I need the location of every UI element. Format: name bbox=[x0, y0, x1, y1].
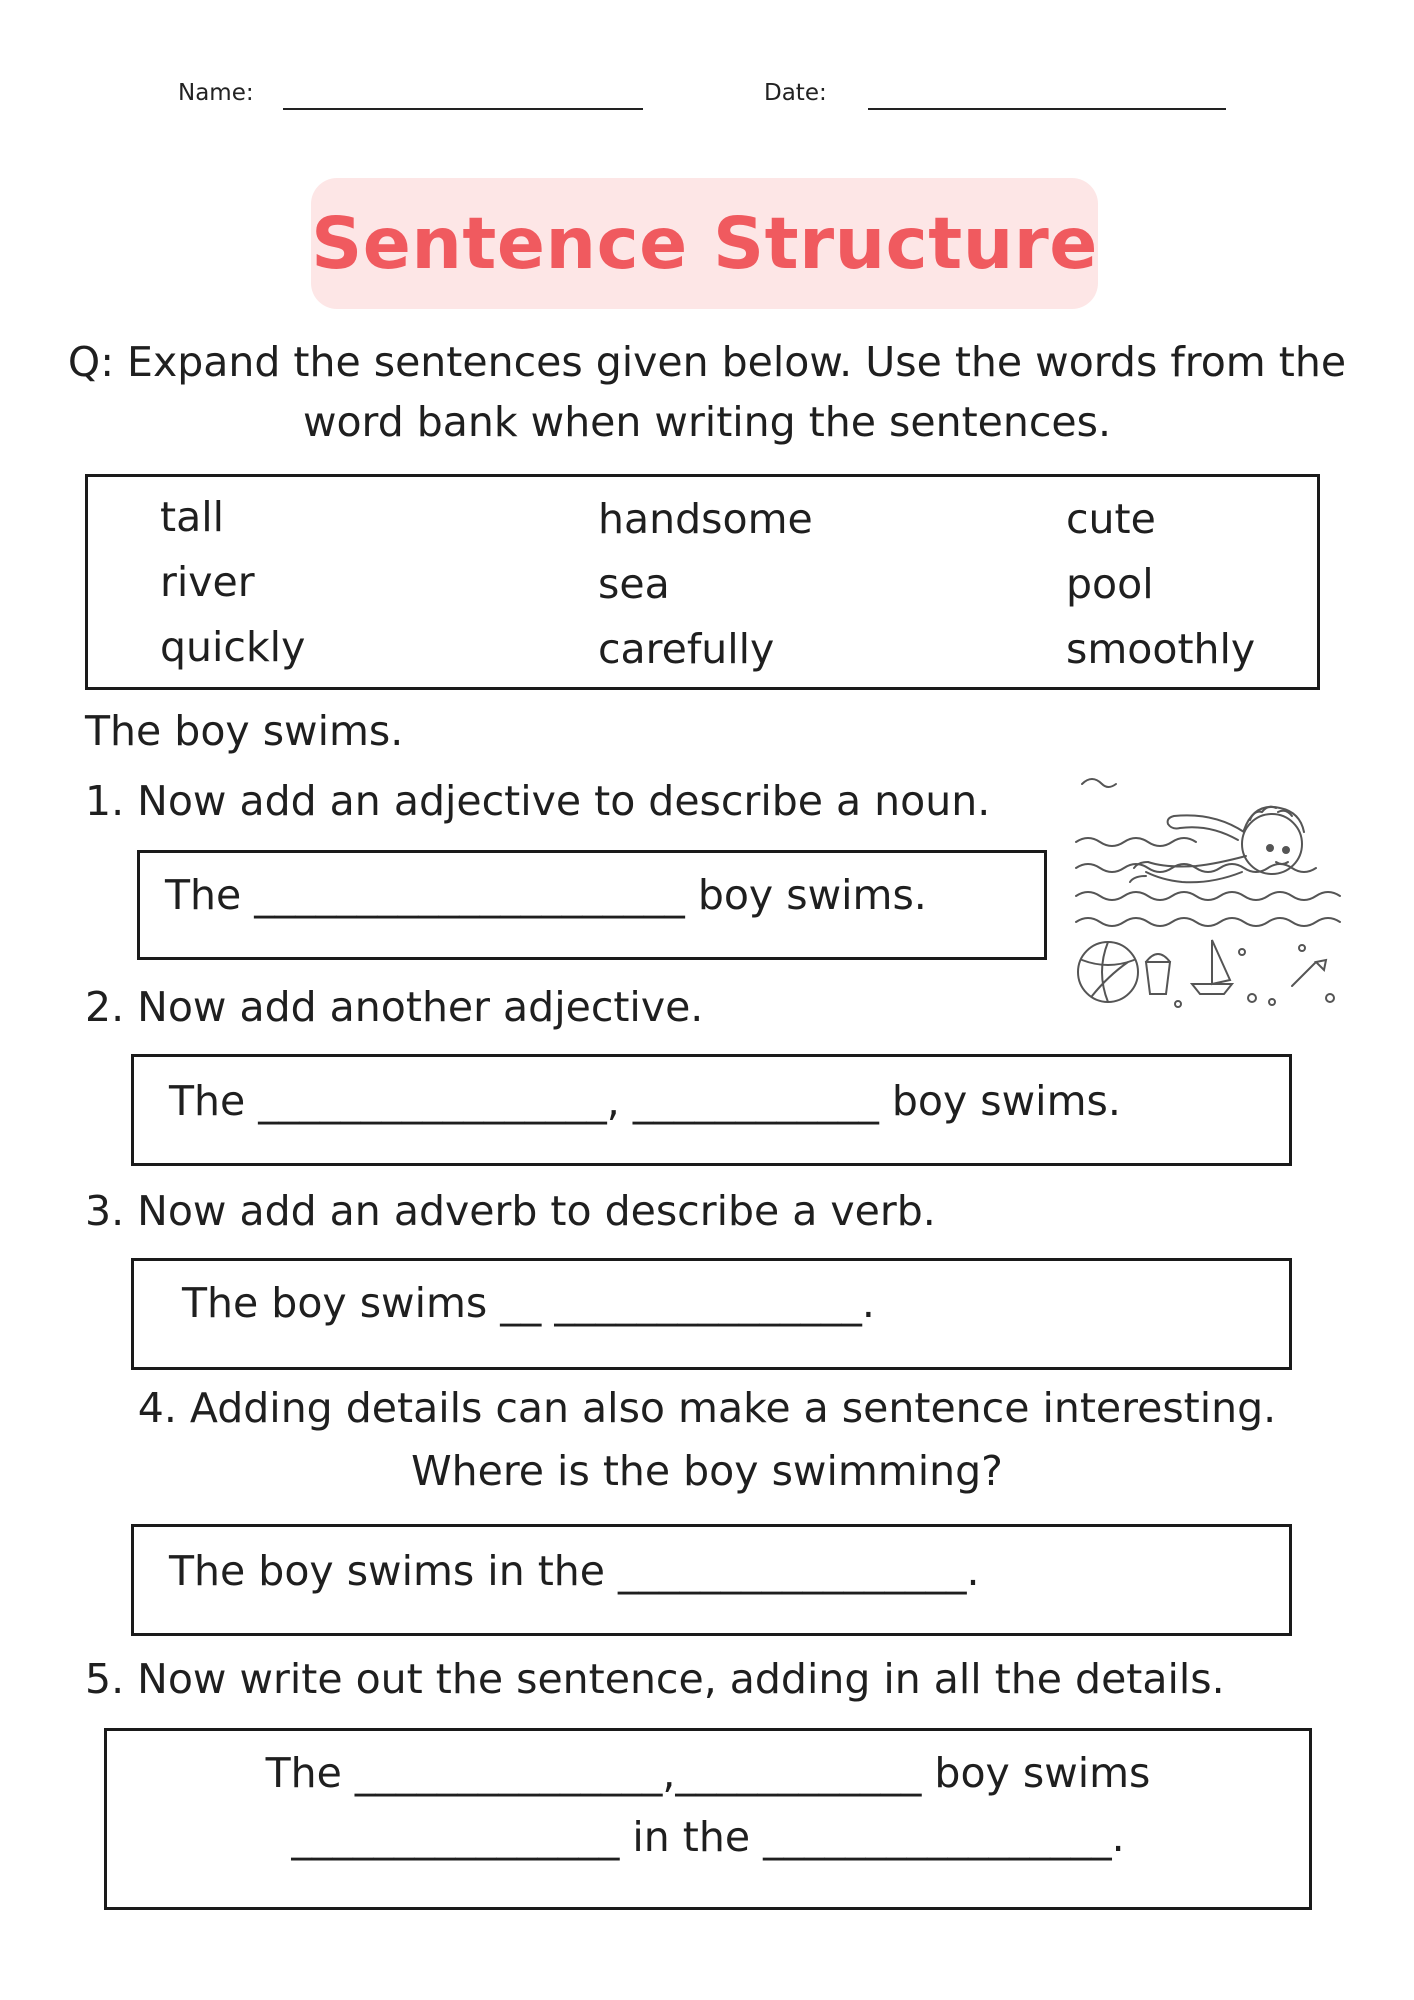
word-bank-column-1 bbox=[160, 485, 305, 680]
swimming-boy-illustration bbox=[1072, 772, 1352, 1010]
question-5-answer-line-1: The _______________,____________ boy swims bbox=[265, 1749, 1151, 1797]
name-field[interactable] bbox=[283, 108, 643, 110]
word-bank-item: river bbox=[160, 558, 255, 606]
question-5-answer-line-2: ________________ in the _________________. bbox=[291, 1813, 1125, 1861]
question-1-answer: The _____________________ boy swims. bbox=[165, 871, 927, 919]
date-field[interactable] bbox=[868, 108, 1226, 110]
word-bank-item: sea bbox=[598, 560, 670, 608]
question-5-prompt: 5. Now write out the sentence, adding in all the details. bbox=[85, 1655, 1225, 1703]
instructions-line-1: Q: Expand the sentences given below. Use the words from the bbox=[67, 338, 1347, 386]
question-4-prompt-line-1: 4. Adding details can also make a sentence interesting. bbox=[137, 1384, 1277, 1432]
question-2-answer-box[interactable] bbox=[131, 1054, 1292, 1166]
question-3-prompt: 3. Now add an adverb to describe a verb. bbox=[85, 1187, 936, 1235]
name-label: Name: bbox=[178, 80, 254, 106]
question-5-answer-box[interactable] bbox=[104, 1728, 1312, 1910]
word-bank-column-2 bbox=[598, 487, 813, 682]
word-bank-column-3 bbox=[1066, 487, 1255, 682]
question-4-prompt-line-2: Where is the boy swimming? bbox=[411, 1447, 1003, 1495]
word-bank-item: smoothly bbox=[1066, 625, 1256, 673]
question-3-answer-box[interactable] bbox=[131, 1258, 1292, 1370]
word-bank-item: cute bbox=[1066, 495, 1156, 543]
question-3-answer: The boy swims __ _______________. bbox=[182, 1279, 875, 1327]
word-bank-item: handsome bbox=[598, 495, 813, 543]
question-4-answer-box[interactable] bbox=[131, 1524, 1292, 1636]
page-title: Sentence Structure bbox=[311, 202, 1098, 285]
question-1-answer-box[interactable] bbox=[137, 850, 1047, 960]
word-bank-item: tall bbox=[160, 493, 224, 541]
question-1-prompt: 1. Now add an adjective to describe a noun. bbox=[85, 777, 991, 825]
word-bank-item: quickly bbox=[160, 623, 306, 671]
question-2-prompt: 2. Now add another adjective. bbox=[85, 983, 704, 1031]
word-bank-item: pool bbox=[1066, 560, 1154, 608]
base-sentence: The boy swims. bbox=[85, 707, 404, 755]
title-box bbox=[311, 178, 1098, 309]
instructions-line-2: word bank when writing the sentences. bbox=[302, 398, 1112, 446]
word-bank-item: carefully bbox=[598, 625, 775, 673]
question-2-answer: The _________________, ____________ boy swims. bbox=[169, 1077, 1121, 1125]
date-label: Date: bbox=[764, 80, 827, 106]
word-bank bbox=[85, 474, 1320, 690]
question-4-answer: The boy swims in the _________________. bbox=[169, 1547, 980, 1595]
